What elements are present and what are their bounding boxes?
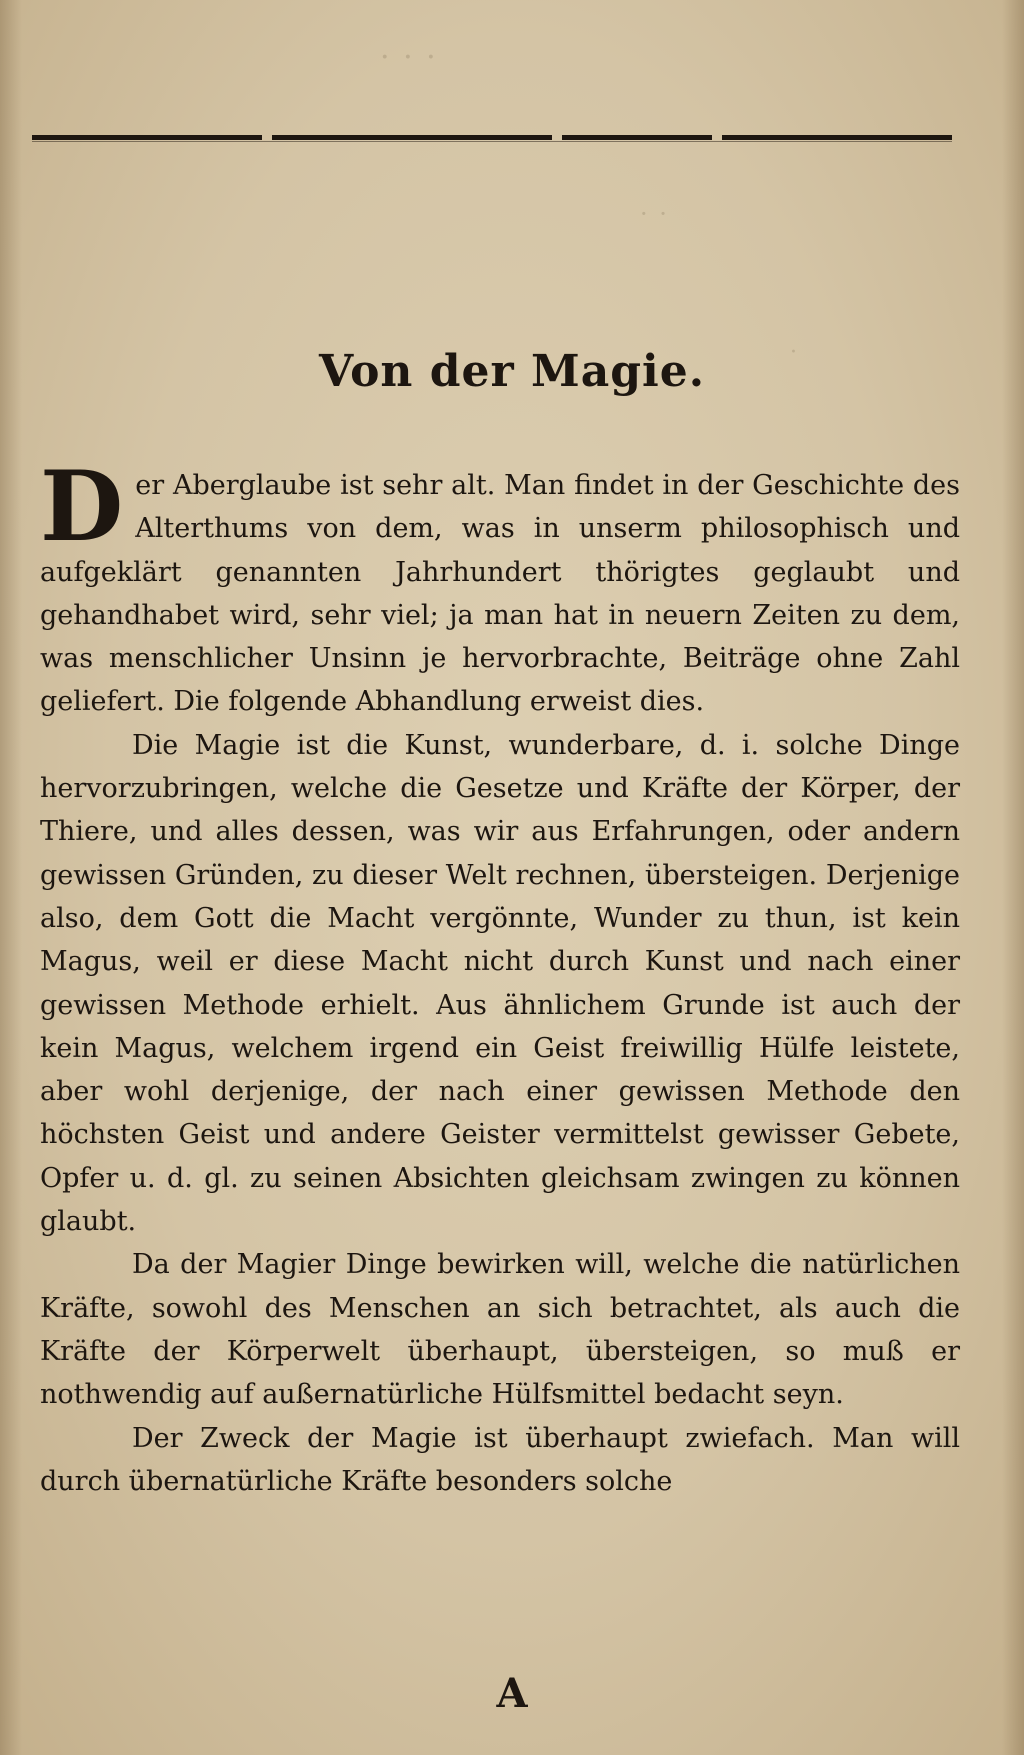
signature-mark: A bbox=[496, 1670, 528, 1717]
paragraph: Da der Magier Dinge bewirken will, welche die natürlichen Kräfte, sowohl des Menschen an sich betrachtet, als auch die Kräfte der Körperwelt überhaupt, übersteigen, so muß er nothwendig auf außernatürliche Hülfsmittel bedacht seyn. bbox=[40, 1249, 960, 1411]
paragraph: Der Zweck der Magie ist überhaupt zwiefach. Man will durch übernatürliche Kräfte besonders solche bbox=[40, 1422, 960, 1497]
body-text bbox=[40, 450, 960, 1503]
paragraph: Der Aberglaube ist sehr alt. Man findet in der Geschichte des Alterthums von dem, was in unserm philosophisch und aufgeklärt genannten Jahrhundert thörigtes geglaubt und gehandhabet wird, sehr viel; ja man hat in neuern Zeiten zu dem, was menschlicher Unsinn je hervorbrachte, Beiträge ohne Zahl geliefert. Die folgende Abhandlung erweist dies. bbox=[40, 450, 960, 718]
paragraph: Die Magie ist die Kunst, wunderbare, d. i. solche Dinge hervorzubringen, welche die Gesetze und Kräfte der Körper, der Thiere, und alles dessen, was wir aus Erfahrungen, oder andern gewissen Gründen, zu dieser Welt rechnen, übersteigen. Derjenige also, dem Gott die Macht vergönnte, Wunder zu thun, ist kein Magus, weil er diese Macht nicht durch Kunst und nach einer gewissen Methode erhielt. Aus ähnlichem Grunde ist auch der kein Magus, welchem irgend ein Geist freiwillig Hülfe leistete, aber wohl derjenige, der nach einer gewissen Methode den höchsten Geist und andere Geister vermittelst gewisser Gebete, Opfer u. d. gl. zu seinen Absichten gleichsam zwingen zu können glaubt. bbox=[40, 729, 960, 1238]
show-through-ink: · · bbox=[640, 200, 669, 228]
show-through-ink: · bbox=[790, 340, 799, 365]
header-rule bbox=[32, 128, 952, 150]
page-edge-shadow-left bbox=[0, 0, 22, 1755]
show-through-ink: · · · bbox=[380, 40, 438, 75]
page-edge-shadow-right bbox=[1002, 0, 1024, 1755]
chapter-title: Von der Magie. bbox=[318, 346, 706, 397]
